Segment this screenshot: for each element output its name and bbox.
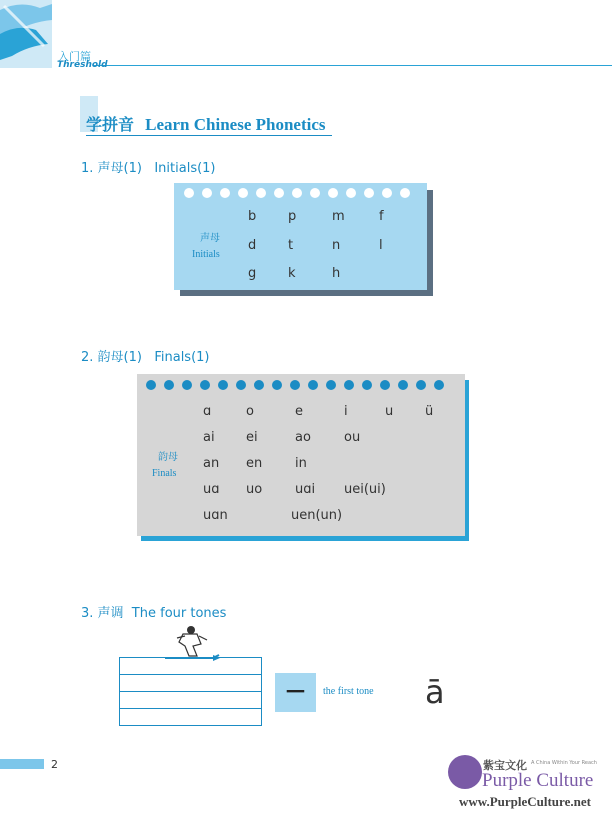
initial-syllable: h — [332, 266, 341, 281]
tones-heading: 3. 声调 The four tones — [81, 606, 227, 621]
final-syllable: o — [246, 404, 254, 419]
card-dot — [398, 380, 408, 390]
card-dot — [274, 188, 284, 198]
initials-heading: 1. 声母(1) Initials(1) — [81, 161, 216, 176]
final-syllable: uɑn — [203, 508, 228, 523]
corner-decoration — [0, 0, 52, 68]
first-tone-mark: − — [283, 674, 308, 707]
card-dot — [382, 188, 392, 198]
logo-brand: Purple Culture — [482, 770, 594, 791]
card-dot — [434, 380, 444, 390]
initial-syllable: t — [288, 238, 294, 253]
card-dot — [202, 188, 212, 198]
tone-staff-line — [120, 708, 261, 709]
final-syllable: uen(un) — [291, 508, 343, 523]
card-dot — [416, 380, 426, 390]
card-dot — [256, 188, 266, 198]
final-syllable: uɑi — [295, 482, 316, 497]
final-syllable: ü — [425, 404, 434, 419]
card-dot — [308, 380, 318, 390]
card-dot — [146, 380, 156, 390]
page-title-cn: 学拼音 — [86, 115, 135, 134]
card-dot — [238, 188, 248, 198]
final-syllable: uo — [246, 482, 263, 497]
section-label-en: Threshold — [57, 60, 108, 70]
card-dot — [346, 188, 356, 198]
card-dot — [292, 188, 302, 198]
card-dot — [328, 188, 338, 198]
card-dot — [218, 380, 228, 390]
page-bar — [0, 759, 44, 769]
tone-staff-grid — [119, 657, 262, 726]
initial-syllable: p — [288, 209, 297, 224]
tone-staff-line — [120, 691, 261, 692]
final-syllable: uɑ — [203, 482, 220, 497]
card-dot — [254, 380, 264, 390]
tone-example: ā — [425, 673, 445, 711]
initial-syllable: g — [248, 266, 257, 281]
final-syllable: in — [295, 456, 307, 471]
initials-side-label-en: Initials — [192, 249, 220, 260]
card-dot — [200, 380, 210, 390]
card-dot — [310, 188, 320, 198]
final-syllable: ɑ — [203, 404, 212, 419]
section-label-cn: 入门篇 — [58, 50, 91, 63]
card-dot — [364, 188, 374, 198]
final-syllable: e — [295, 404, 303, 419]
card-dot — [182, 380, 192, 390]
final-syllable: ei — [246, 430, 258, 445]
initial-syllable: d — [248, 238, 257, 253]
header-rule — [93, 65, 612, 66]
initial-syllable: l — [379, 238, 383, 253]
initial-syllable: k — [288, 266, 296, 281]
final-syllable: uei(ui) — [344, 482, 386, 497]
initial-syllable: m — [332, 209, 345, 224]
initial-syllable: f — [379, 209, 384, 224]
card-dot — [164, 380, 174, 390]
initial-syllable: n — [332, 238, 341, 253]
finals-card — [137, 374, 465, 536]
final-syllable: an — [203, 456, 220, 471]
logo-text-cn: 紫宝文化 — [483, 759, 527, 772]
card-dot — [272, 380, 282, 390]
card-dot — [236, 380, 246, 390]
final-syllable: u — [385, 404, 394, 419]
tone-label: the first tone — [323, 686, 374, 697]
card-dot — [380, 380, 390, 390]
page-title-en: Learn Chinese Phonetics — [145, 115, 326, 134]
page-number: 2 — [51, 758, 58, 771]
final-syllable: ou — [344, 430, 361, 445]
initials-side-label-cn: 声母 — [200, 233, 220, 244]
card-dot — [326, 380, 336, 390]
page-title — [86, 112, 332, 136]
final-syllable: ai — [203, 430, 215, 445]
purple-culture-logo-icon — [448, 755, 482, 789]
final-syllable: i — [344, 404, 348, 419]
initial-syllable: b — [248, 209, 257, 224]
initials-card — [174, 183, 427, 290]
tone-mark-box — [275, 673, 316, 712]
card-dot — [344, 380, 354, 390]
card-dot — [184, 188, 194, 198]
logo-url: www.PurpleCulture.net — [459, 794, 591, 809]
card-dot — [400, 188, 410, 198]
logo-tagline: A China Within Your Reach — [531, 760, 597, 766]
card-dot — [220, 188, 230, 198]
finals-side-label-en: Finals — [152, 468, 177, 479]
finals-side-label-cn: 韵母 — [158, 452, 178, 463]
card-dot — [362, 380, 372, 390]
finals-heading: 2. 韵母(1) Finals(1) — [81, 350, 210, 365]
tone-staff-line — [120, 674, 261, 675]
card-dot — [290, 380, 300, 390]
final-syllable: en — [246, 456, 263, 471]
final-syllable: ao — [295, 430, 311, 445]
